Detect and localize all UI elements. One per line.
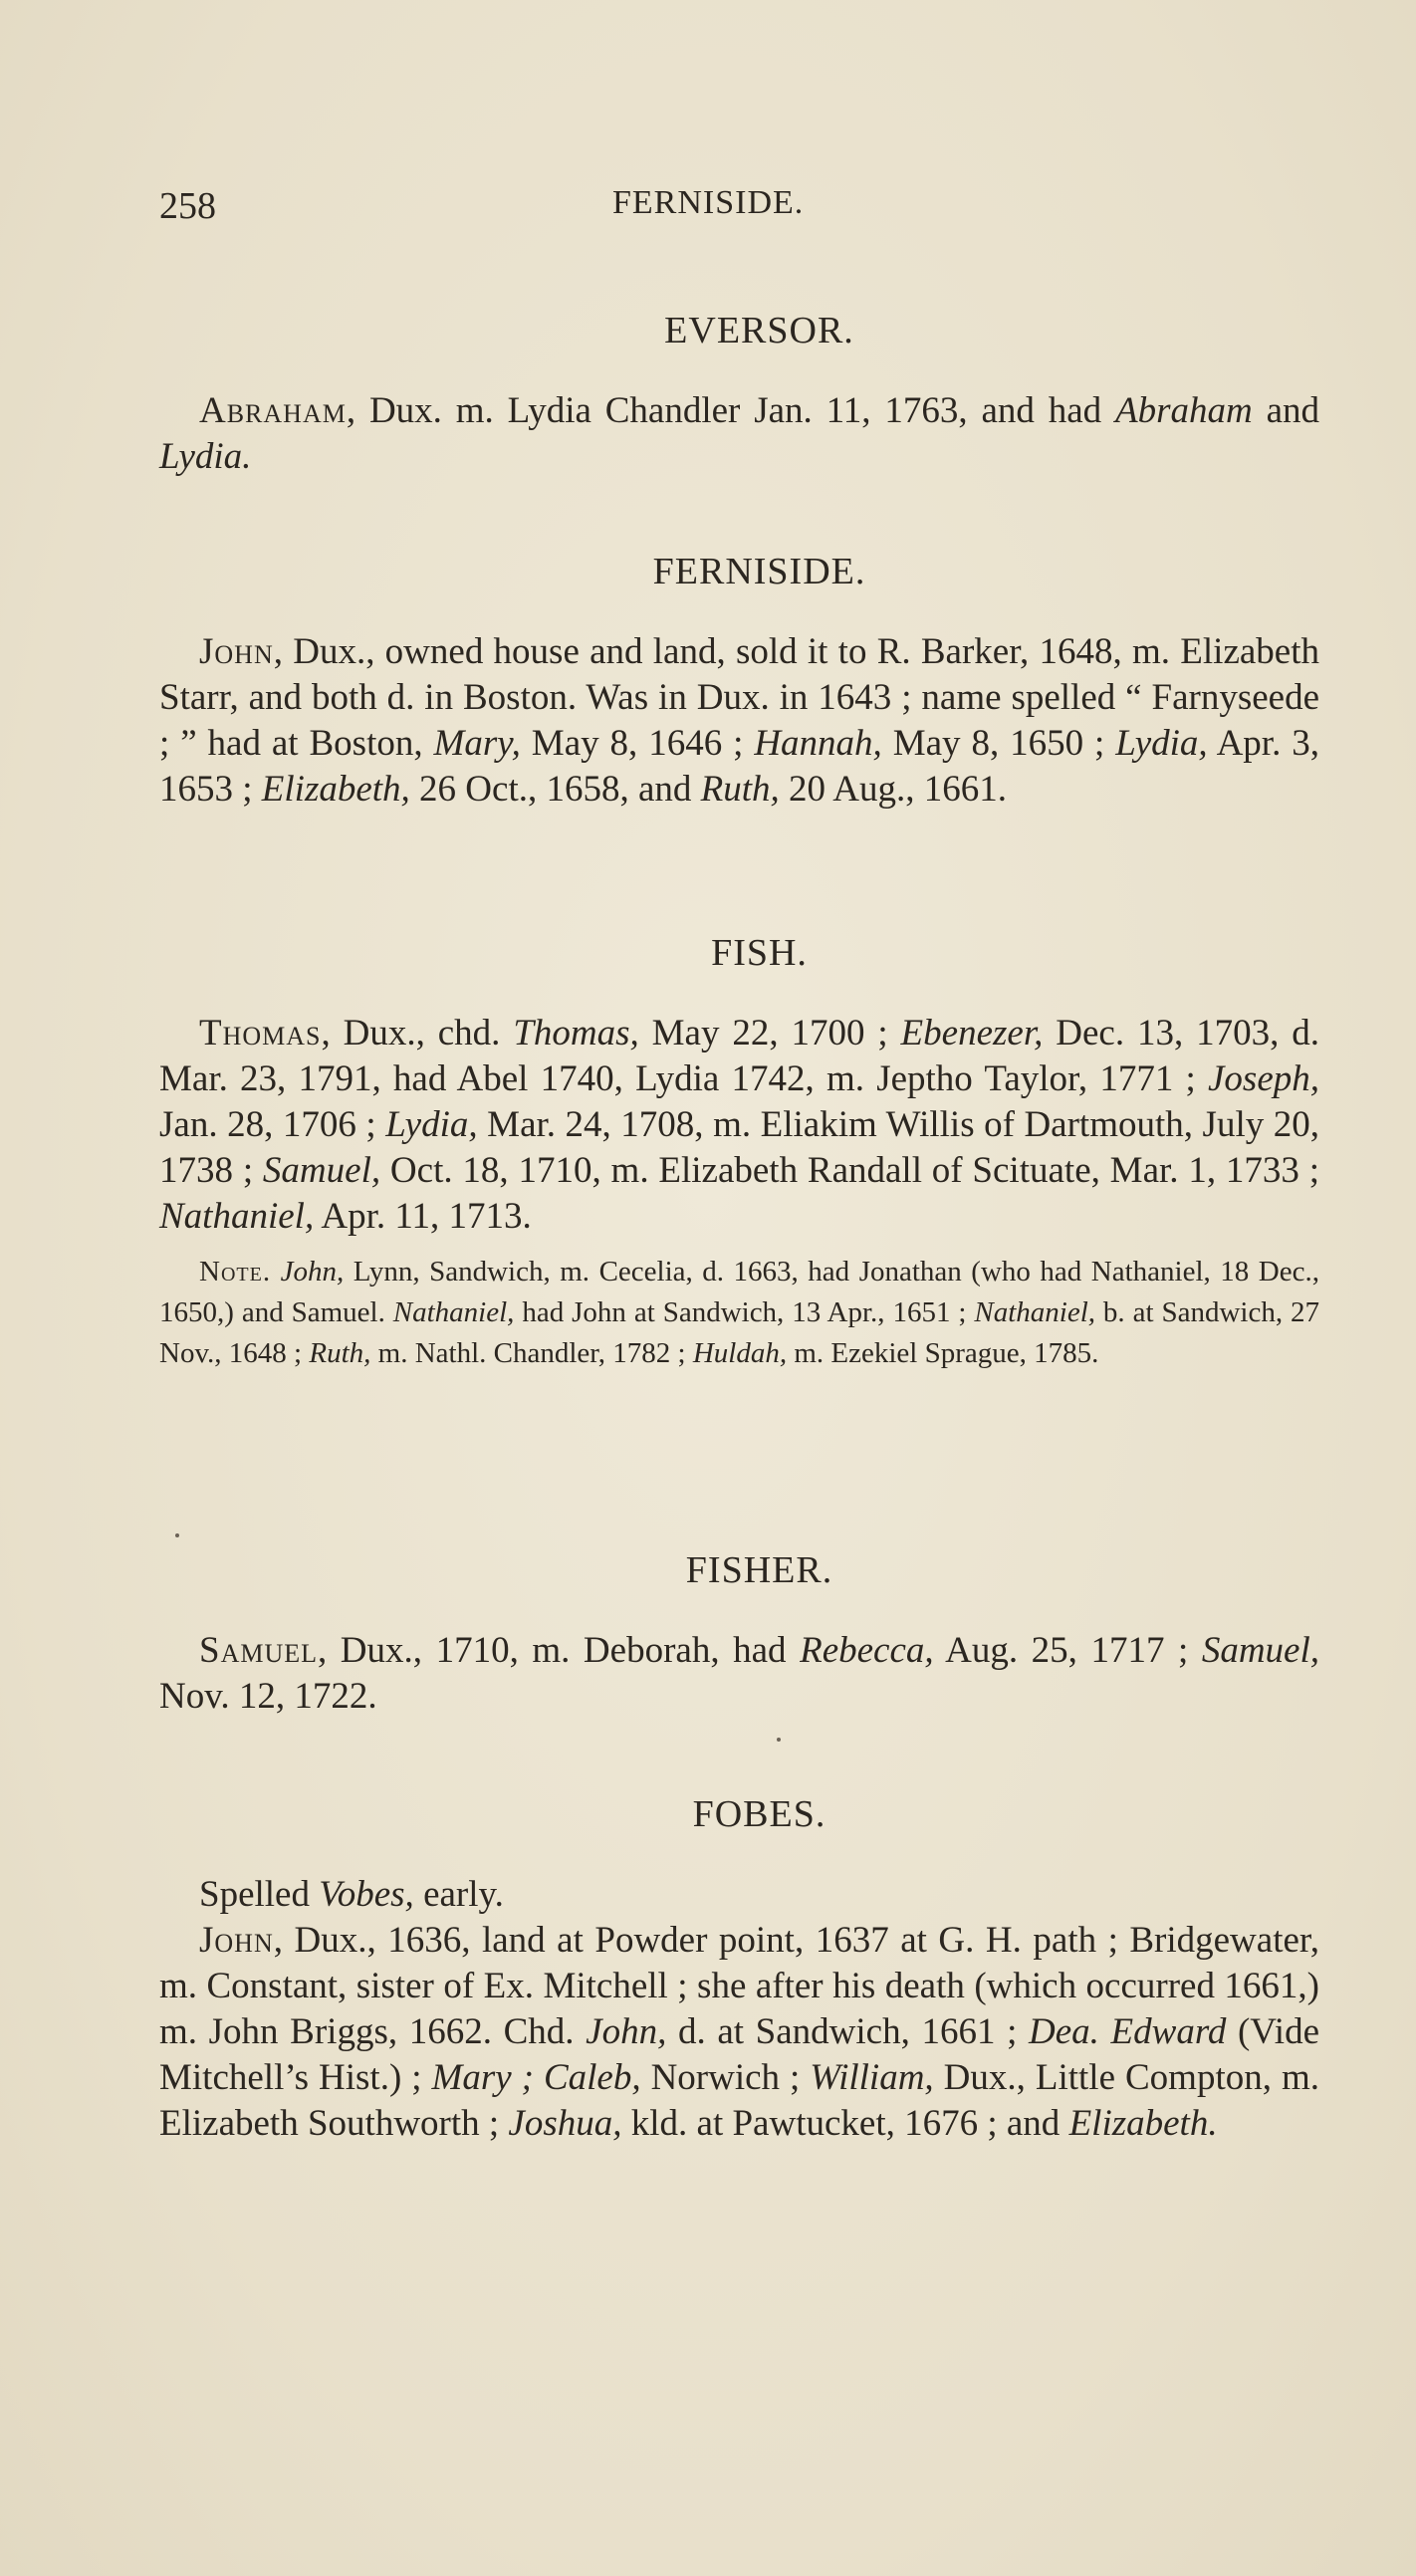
- section-heading: FISHER.: [685, 1549, 833, 1591]
- entry-spelled: Spelled Vobes, early.: [199, 1874, 504, 1915]
- section-heading: FOBES.: [692, 1793, 826, 1835]
- section-heading: FISH.: [711, 932, 808, 974]
- section-heading: FERNISIDE.: [652, 551, 866, 592]
- entry-name: John: [199, 1920, 274, 1961]
- note-label: Note.: [199, 1256, 272, 1288]
- section-fisher: [159, 1548, 1319, 1720]
- entry-thomas: Thomas, Dux., chd. Thomas, May 22, 1700 ; Ebenezer, Dec. 13, 1703, d. Mar. 23, 1791, had Abel 1740, Lydia 1742, m. Jeptho Taylor, 1771 ; Joseph, Jan. 28, 1706 ; Lydia, Mar. 24, 1708, m. Eliakim Willis of Dartmouth, July 20, 1738 ; Samuel, Oct. 18, 1710, m. Elizabeth Randall of Scituate, Mar. 1, 1733 ; Nathaniel, Apr. 11, 1713.: [159, 1013, 1320, 1237]
- entry-name: John: [199, 631, 274, 672]
- ink-speck: [777, 1738, 781, 1742]
- section-fobes: [159, 1792, 1319, 2147]
- page-header: [159, 184, 1319, 234]
- entry-samuel: Samuel, Dux., 1710, m. Deborah, had Rebecca, Aug. 25, 1717 ; Samuel, Nov. 12, 1722.: [159, 1630, 1319, 1717]
- running-head: FERNISIDE.: [612, 184, 805, 221]
- entry-name: Samuel: [199, 1630, 319, 1671]
- section-eversor: [159, 309, 1319, 480]
- section-heading: EVERSOR.: [664, 310, 854, 351]
- entry-john: John, Dux., owned house and land, sold it to R. Barker, 1648, m. Elizabeth Starr, and both d. in Boston. Was in Dux. in 1643 ; name spelled “ Farnyseede ; ” had at Boston, Mary, May 8, 1646 ; Hannah, May 8, 1650 ; Lydia, Apr. 3, 1653 ; Elizabeth, 26 Oct., 1658, and Ruth, 20 Aug., 1661.: [159, 631, 1319, 810]
- page-number: 258: [159, 185, 216, 227]
- section-fish: [159, 931, 1319, 1374]
- entry-name: Thomas: [199, 1013, 322, 1054]
- entry-name: Abraham: [199, 390, 347, 431]
- ink-speck: [175, 1533, 179, 1537]
- entry-abraham: Abraham, Dux. m. Lydia Chandler Jan. 11, 1763, and had Abraham and Lydia.: [159, 390, 1319, 477]
- entry-john: John, Dux., 1636, land at Powder point, 1637 at G. H. path ; Bridgewater, m. Constant, sister of Ex. Mitchell ; she after his death (which occurred 1661,) m. John Briggs, 1662. Chd. John, d. at Sandwich, 1661 ; Dea. Edward (Vide Mitchell’s Hist.) ; Mary ; Caleb, Norwich ; William, Dux., Little Compton, m. Elizabeth Southworth ; Joshua, kld. at Pawtucket, 1676 ; and Elizabeth.: [159, 1920, 1319, 2144]
- note-paragraph: Note. John, Lynn, Sandwich, m. Cecelia, d. 1663, had Jonathan (who had Nathaniel, 18 Dec., 1650,) and Samuel. Nathaniel, had John at Sandwich, 13 Apr., 1651 ; Nathaniel, b. at Sandwich, 27 Nov., 1648 ; Ruth, m. Nathl. Chandler, 1782 ; Huldah, m. Ezekiel Sprague, 1785.: [159, 1256, 1319, 1369]
- section-ferniside: [159, 550, 1319, 813]
